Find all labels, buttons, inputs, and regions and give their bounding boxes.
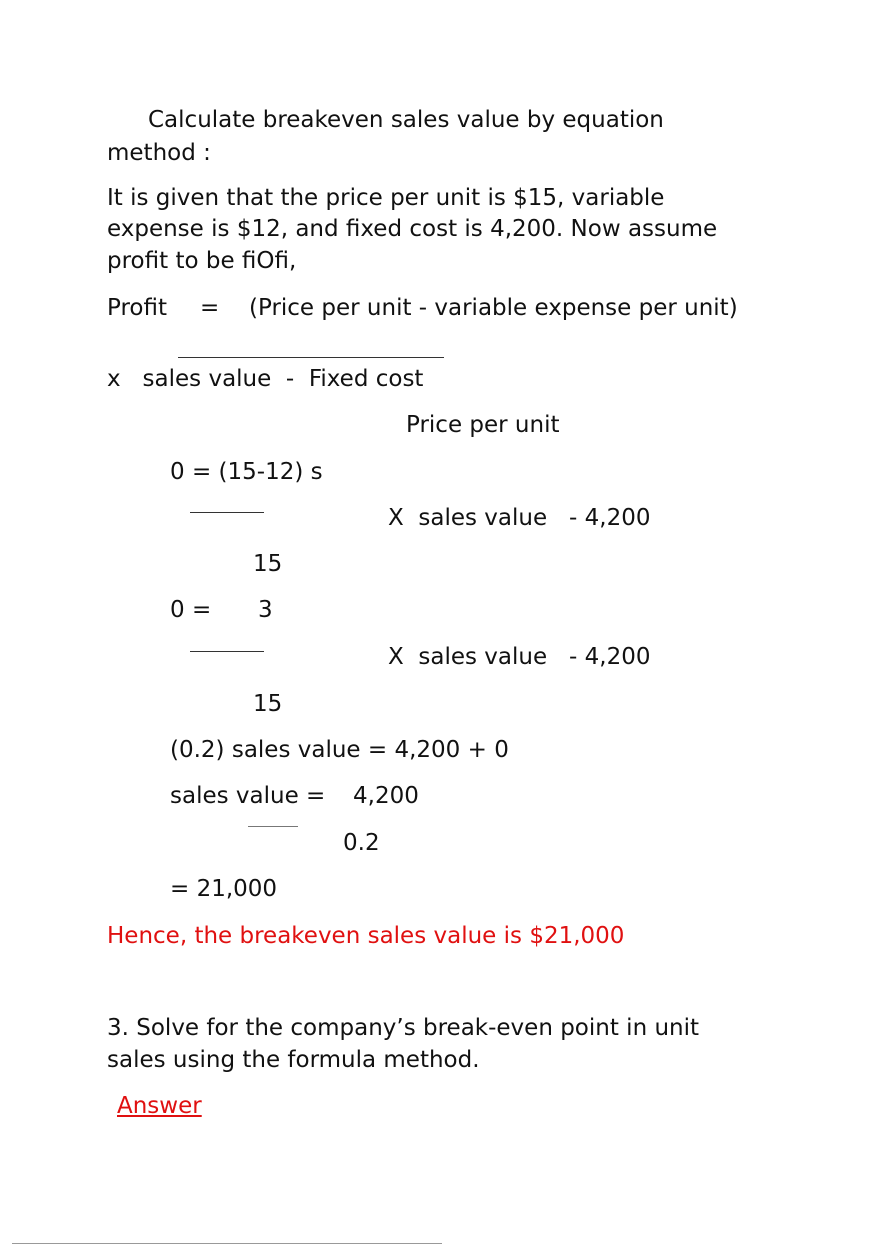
question3-line-2: sales using the formula method. [107,1047,480,1073]
step2-fraction-bar [190,651,264,652]
conclusion-text: Hence, the breakeven sales value is $21,000 [107,923,625,949]
profit-label: Profit [107,295,167,321]
step4-numerator: 4,200 [353,783,419,809]
footer-divider [12,1243,442,1244]
answer-link[interactable]: Answer [117,1093,202,1119]
step2-denominator: 15 [253,691,283,717]
formula-equals: = [200,295,220,321]
question3-line-1: 3. Solve for the company’s break-even point in unit [107,1015,700,1041]
step1-denominator: 15 [253,551,283,577]
step5-result: = 21,000 [170,876,278,902]
step4-fraction-bar [248,826,298,827]
step1-rhs: X sales value - 4,200 [388,505,651,531]
formula-numerator: (Price per unit - variable expense per unit) [249,295,738,321]
formula-denominator: Price per unit [406,412,560,438]
intro-line-1: Calculate breakeven sales value by equation [148,107,664,133]
step1-equation: 0 = (15-12) s [170,459,323,485]
step1-fraction-bar [190,512,264,513]
step4-lhs: sales value = [170,783,326,809]
step2-lhs: 0 = [170,597,212,623]
step4-denominator: 0.2 [343,830,380,856]
formula-times-sales: x sales value - Fixed cost [107,366,424,392]
given-line-1: It is given that the price per unit is $15, variable [107,185,665,211]
step2-numerator: 3 [258,597,273,623]
given-line-2: expense is $12, and fixed cost is 4,200. Now assume [107,216,718,242]
intro-line-2: method : [107,140,211,166]
formula-fraction-bar [178,357,444,358]
step2-rhs: X sales value - 4,200 [388,644,651,670]
step3-equation: (0.2) sales value = 4,200 + 0 [170,737,509,763]
given-line-3: profit to be ﬁOﬁ, [107,248,297,274]
